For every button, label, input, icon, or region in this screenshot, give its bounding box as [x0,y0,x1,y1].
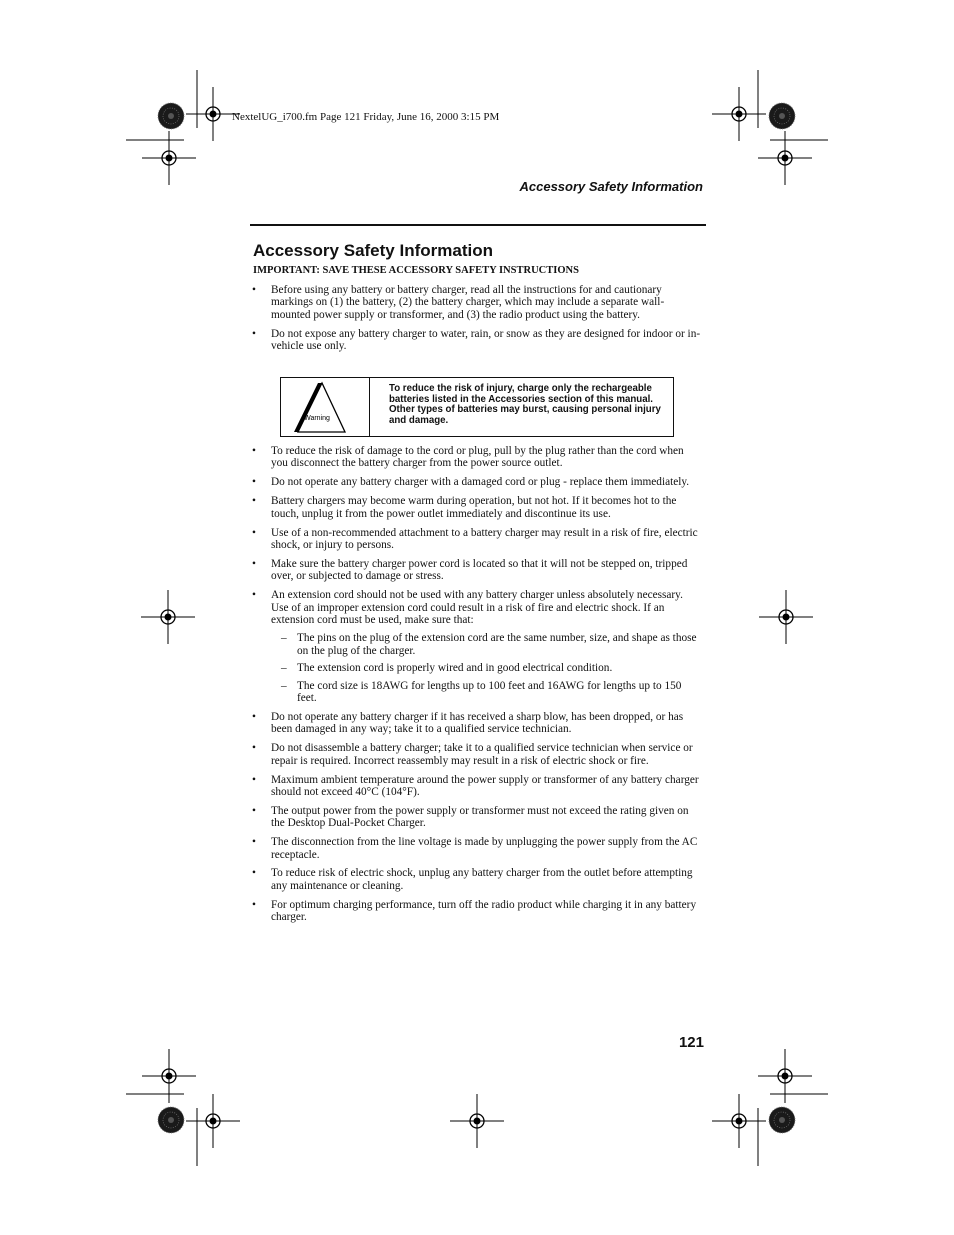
list-item: • Before using any battery or battery charger, read all the instructions for and cautionary markings on (1) the battery, (2) the battery charger, which may include a separate wall-mounted power supply or transformer, and (3) the radio product using the battery. [251,284,703,321]
list-item: • Make sure the battery charger power cord is located so that it will not be stepped on, tripped over, or subjected to damage or stress. [251,558,703,583]
list-item: • Do not operate any battery charger if it has received a sharp blow, has been dropped, or has been damaged in any way; take it to a qualified service technician. [251,711,703,736]
star-target-icon [769,103,795,129]
important-note: IMPORTANT: SAVE THESE ACCESSORY SAFETY INSTRUCTIONS [253,265,579,276]
sub-bullet-list [271,632,703,704]
list-item: • For optimum charging performance, turn off the radio product while charging it in any battery charger. [251,899,703,924]
list-item: • The disconnection from the line voltage is made by unplugging the power supply from the AC receptacle. [251,836,703,861]
page-number: 121 [678,1034,704,1051]
sub-list-item: – The cord size is 18AWG for lengths up to 100 feet and 16AWG for lengths up to 150 feet. [271,680,703,705]
star-target-icon [158,1107,184,1133]
crosshair-icon [450,1094,504,1148]
sub-list-item: – The extension cord is properly wired and in good electrical condition. [271,662,703,674]
crosshair-icon [142,1049,196,1103]
crosshair-icon [142,131,196,185]
list-item: • Do not disassemble a battery charger; take it to a qualified service technician when service or repair is required. Incorrect reassembly may result in a risk of electric shock or fire. [251,742,703,767]
warning-label: Warning [304,415,330,422]
bullet-list-top [251,284,703,359]
page-title: Accessory Safety Information [253,241,493,260]
bullet-list-main [251,445,703,930]
list-item-extension-cord [251,589,703,704]
running-header: Accessory Safety Information [519,179,703,194]
crosshair-icon [141,590,195,644]
list-item: • Do not operate any battery charger with a damaged cord or plug - replace them immediately. [251,476,703,488]
list-item: • Use of a non-recommended attachment to a battery charger may result in a risk of fire, electric shock, or injury to persons. [251,527,703,552]
header-rule [250,224,706,226]
warning-text: To reduce the risk of injury, charge only the rechargeable batteries listed in the Accessories section of this manual. Other types of batteries may burst, causing personal injury and damage. [389,383,661,426]
warning-triangle-icon [281,378,369,436]
crosshair-icon [186,1094,240,1148]
list-item: • Maximum ambient temperature around the power supply or transformer of any battery charger should not exceed 40°C (104°F). [251,774,703,799]
crosshair-icon [758,1049,812,1103]
star-target-icon [769,1107,795,1133]
list-item: • Battery chargers may become warm during operation, but not hot. If it becomes hot to the touch, unplug it from the power outlet immediately and discontinue its use. [251,495,703,520]
list-item: • To reduce the risk of damage to the cord or plug, pull by the plug rather than the cord when you disconnect the battery charger from the power source outlet. [251,445,703,470]
warning-box [280,377,674,437]
sub-list-item: – The pins on the plug of the extension cord are the same number, size, and shape as those on the plug of the charger. [271,632,703,657]
warning-icon-cell [281,378,370,436]
crosshair-icon [759,590,813,644]
crosshair-icon [758,131,812,185]
file-info: NextelUG_i700.fm Page 121 Friday, June 16, 2000 3:15 PM [232,111,500,123]
list-item: • To reduce risk of electric shock, unplug any battery charger from the outlet before attempting any maintenance or cleaning. [251,867,703,892]
star-target-icon [158,103,184,129]
list-item: • Do not expose any battery charger to water, rain, or snow as they are designed for indoor or in-vehicle use only. [251,328,703,353]
list-item-text: An extension cord should not be used with any battery charger unless absolutely necessary. Use of an improper extension cord could result in a risk of fire and electric shock. If an extension cord must be used, make sure that: [271,589,683,626]
list-item: • The output power from the power supply or transformer must not exceed the rating given on the Desktop Dual-Pocket Charger. [251,805,703,830]
